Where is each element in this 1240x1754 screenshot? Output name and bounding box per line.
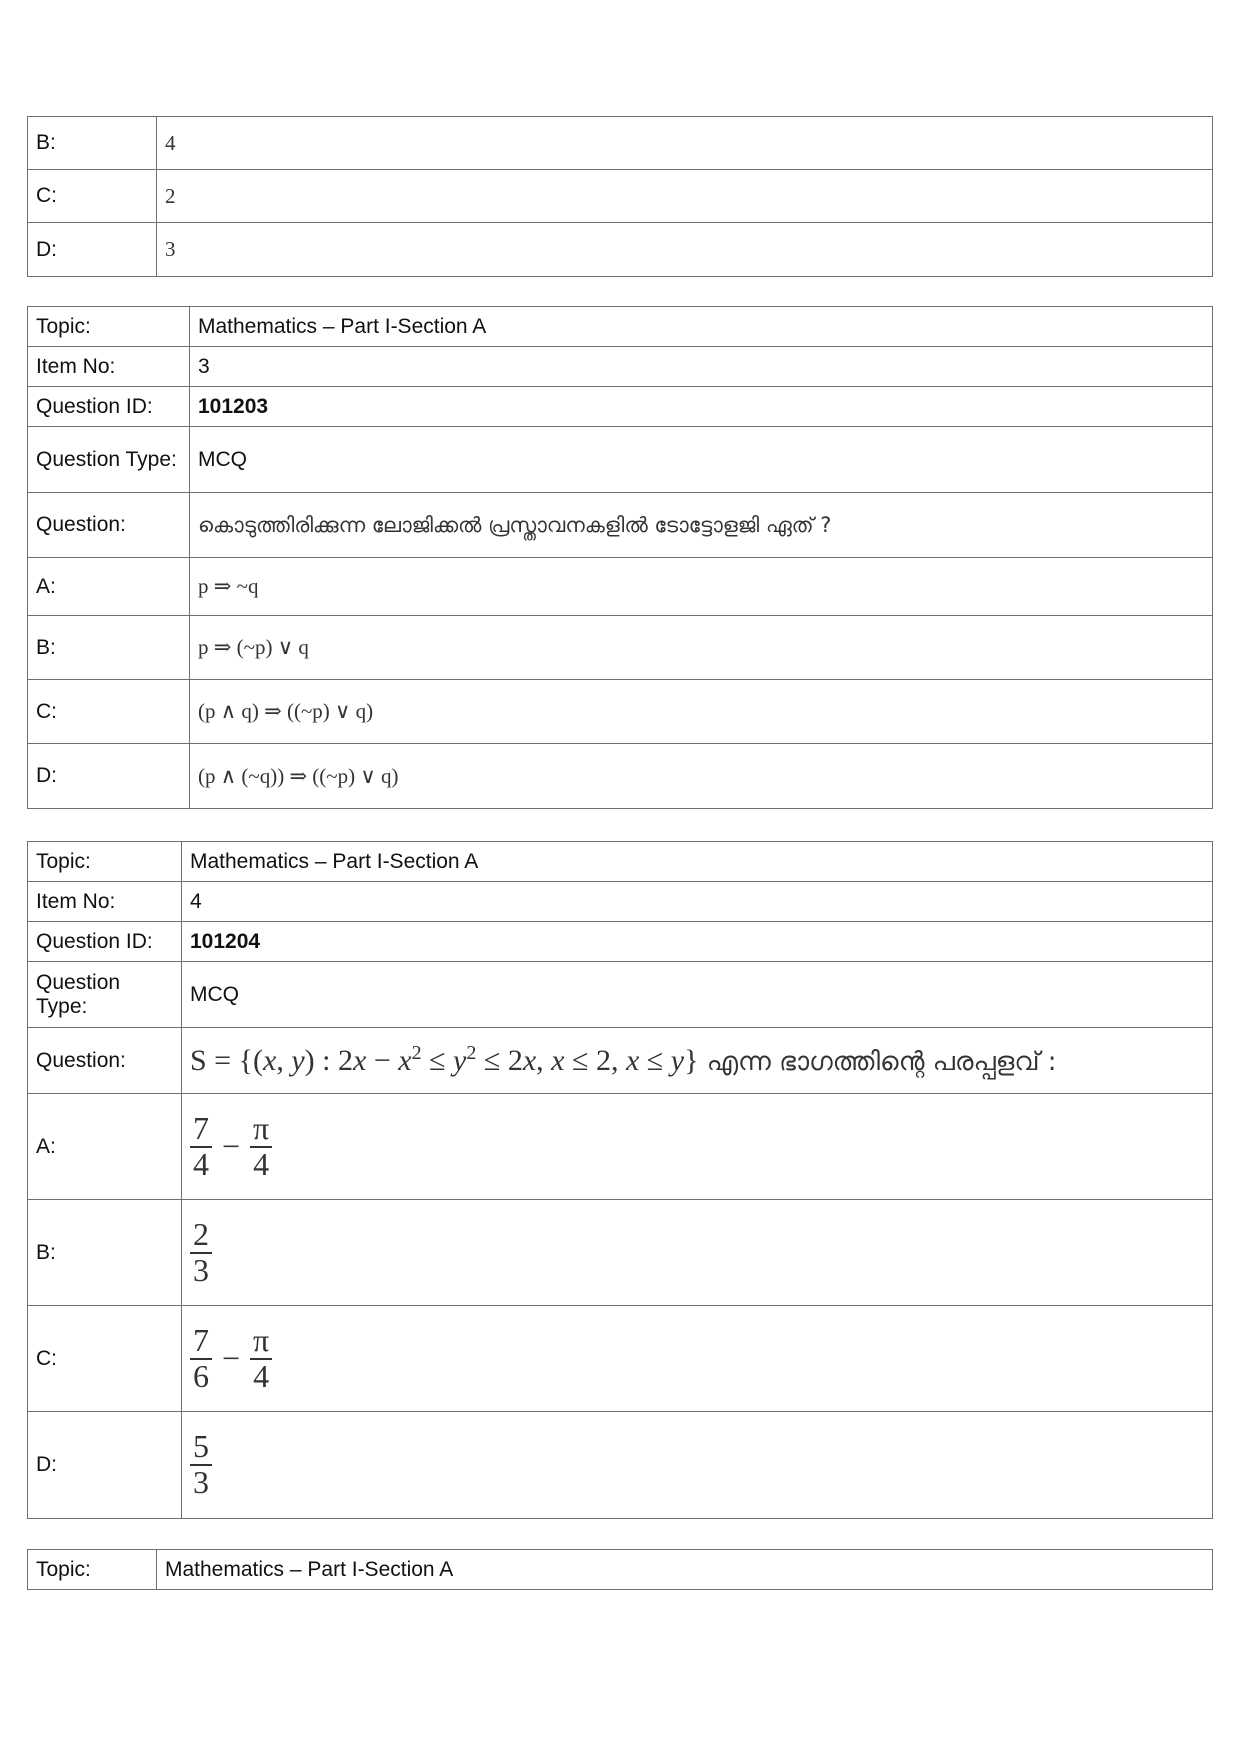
topic-value: Mathematics – Part I-Section A: [190, 307, 1213, 347]
question-4-table: [27, 841, 1213, 1519]
question-row: [28, 493, 1213, 558]
option-label: D:: [28, 223, 157, 277]
option-value: 4: [157, 117, 1213, 170]
option-label: B:: [28, 117, 157, 170]
question-row: [28, 1028, 1213, 1094]
question-text: കൊടുത്തിരിക്കുന്ന ലോജിക്കൽ പ്രസ്താവനകളിൽ ടോട്ടോളജി ഏത് ?: [190, 493, 1213, 558]
option-b-expression: [182, 1200, 1213, 1306]
previous-question-options-table: [27, 116, 1213, 277]
topic-value: Mathematics – Part I-Section A: [182, 842, 1213, 882]
option-row-c: [28, 170, 1213, 223]
option-value: 3: [157, 223, 1213, 277]
option-label: B:: [28, 616, 190, 680]
fraction: $\frac{7}{6}$: [190, 1324, 212, 1393]
option-label: A:: [28, 1094, 182, 1200]
set-expression: S = {(x, y) : $2x - x^2 \le y^2 \le 2x$, x ≤ 2, x ≤ y}: [190, 1041, 699, 1077]
question-type-row: [28, 427, 1213, 493]
question-3-table: [27, 306, 1213, 809]
item-no-value: 4: [182, 882, 1213, 922]
fraction: $\frac{7}{4}$: [190, 1112, 212, 1181]
option-label: D:: [28, 744, 190, 809]
fraction: $\frac{2}{3}$: [190, 1218, 212, 1287]
option-label: B:: [28, 1200, 182, 1306]
option-value: 2: [157, 170, 1213, 223]
question-type-label: Question Type:: [28, 427, 190, 493]
option-row-b: [28, 1200, 1213, 1306]
question-id-label: Question ID:: [28, 922, 182, 962]
option-a-expression: p ⇒ ~q: [190, 558, 1213, 616]
topic-row: [28, 307, 1213, 347]
question-type-label: Question Type:: [28, 962, 182, 1028]
option-label: A:: [28, 558, 190, 616]
question-id-value: 101204: [182, 922, 1213, 962]
option-row-c: [28, 1306, 1213, 1412]
topic-value: Mathematics – Part I-Section A: [157, 1550, 1213, 1590]
option-row-d: [28, 223, 1213, 277]
topic-label: Topic:: [28, 307, 190, 347]
option-b-expression: p ⇒ (~p) ∨ q: [190, 616, 1213, 680]
option-c-expression: (p ∧ q) ⇒ ((~p) ∨ q): [190, 680, 1213, 744]
question-id-row: [28, 387, 1213, 427]
fraction: $\frac{\pi}{4}$: [250, 1324, 272, 1393]
item-no-label: Item No:: [28, 347, 190, 387]
option-row-d: [28, 1412, 1213, 1519]
topic-row: [28, 842, 1213, 882]
option-label: C:: [28, 680, 190, 744]
question-malayalam-text: എന്ന ഭാഗത്തിന്റെ പരപ്പളവ് :: [698, 1046, 1057, 1077]
option-row-a: [28, 558, 1213, 616]
question-label: Question:: [28, 1028, 182, 1094]
option-label: C:: [28, 170, 157, 223]
topic-label: Topic:: [28, 1550, 157, 1590]
option-a-expression: $\frac{7}{4}$ − $\frac{\pi}{4}$: [182, 1094, 1213, 1200]
question-id-row: [28, 922, 1213, 962]
item-no-row: [28, 347, 1213, 387]
option-row-d: [28, 744, 1213, 809]
option-c-expression: $\frac{7}{6}$ − $\frac{\pi}{4}$: [182, 1306, 1213, 1412]
question-type-row: [28, 962, 1213, 1028]
question-id-value: 101203: [190, 387, 1213, 427]
option-label: C:: [28, 1306, 182, 1412]
question-text: [182, 1028, 1213, 1094]
topic-label: Topic:: [28, 842, 182, 882]
topic-row: [28, 1550, 1213, 1590]
option-d-expression: (p ∧ (~q)) ⇒ ((~p) ∨ q): [190, 744, 1213, 809]
fraction: $\frac{\pi}{4}$: [250, 1112, 272, 1181]
option-d-expression: [182, 1412, 1213, 1519]
item-no-row: [28, 882, 1213, 922]
question-type-value: MCQ: [182, 962, 1213, 1028]
option-row-a: [28, 1094, 1213, 1200]
question-id-label: Question ID:: [28, 387, 190, 427]
option-label: D:: [28, 1412, 182, 1519]
option-row-b: [28, 616, 1213, 680]
fraction: $\frac{5}{3}$: [190, 1430, 212, 1499]
question-label: Question:: [28, 493, 190, 558]
option-row-b: [28, 117, 1213, 170]
question-type-value: MCQ: [190, 427, 1213, 493]
item-no-label: Item No:: [28, 882, 182, 922]
question-5-table: [27, 1549, 1213, 1590]
item-no-value: 3: [190, 347, 1213, 387]
option-row-c: [28, 680, 1213, 744]
